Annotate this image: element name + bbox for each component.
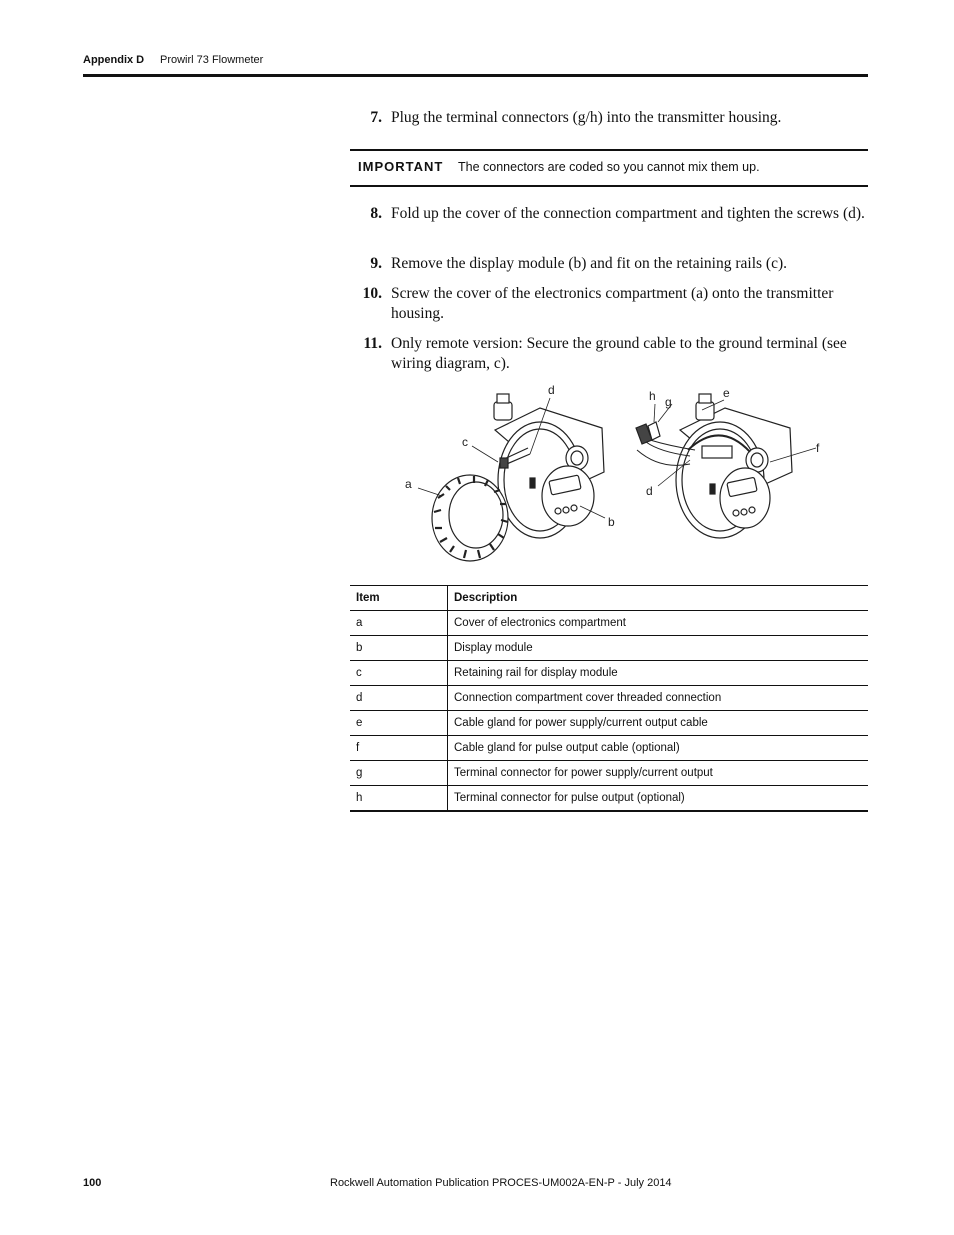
table-row <box>350 711 868 736</box>
label-e: e <box>723 386 730 400</box>
table-row <box>350 786 868 812</box>
header-rule <box>83 74 868 77</box>
table-header-row <box>350 586 868 611</box>
important-text: The connectors are coded so you cannot mix them up. <box>458 160 760 174</box>
item-description-table <box>350 585 868 812</box>
label-g: g <box>665 395 672 409</box>
transmitter-illustration <box>390 380 830 570</box>
publication-info: Rockwell Automation Publication PROCES-UM002A-EN-P - July 2014 <box>330 1177 672 1189</box>
item-cell: h <box>350 786 448 812</box>
header-title: Prowirl 73 Flowmeter <box>160 54 264 66</box>
table-row <box>350 686 868 711</box>
important-label: IMPORTANT <box>358 159 444 174</box>
description-cell: Terminal connector for power supply/current output <box>448 761 869 786</box>
step-text: Plug the terminal connectors (g/h) into the transmitter housing. <box>391 109 782 126</box>
description-cell: Cable gland for power supply/current output cable <box>448 711 869 736</box>
description-cell: Display module <box>448 636 869 661</box>
step-number: 11. <box>363 335 382 352</box>
item-cell: f <box>350 736 448 761</box>
label-a: a <box>405 477 412 491</box>
step-number: 7. <box>370 109 382 126</box>
table-row <box>350 611 868 636</box>
right-display-module <box>720 468 770 528</box>
label-d-right: d <box>646 484 653 498</box>
step-number: 9. <box>370 255 382 272</box>
step-number: 8. <box>370 205 382 222</box>
table-row <box>350 736 868 761</box>
step-text: Fold up the cover of the connection compartment and tighten the screws (d). <box>391 205 865 222</box>
item-cell: a <box>350 611 448 636</box>
left-display-module <box>542 466 594 526</box>
item-cell: d <box>350 686 448 711</box>
item-cell: c <box>350 661 448 686</box>
label-b: b <box>608 515 615 529</box>
table-row <box>350 661 868 686</box>
description-cell: Cover of electronics compartment <box>448 611 869 636</box>
step-text: Screw the cover of the electronics compartment (a) onto the transmitter housing. <box>391 285 834 322</box>
table-row <box>350 636 868 661</box>
label-d-left: d <box>548 383 555 397</box>
step-text: Remove the display module (b) and fit on the retaining rails (c). <box>391 255 787 272</box>
description-cell: Terminal connector for pulse output (optional) <box>448 786 869 812</box>
description-cell: Cable gland for pulse output cable (optional) <box>448 736 869 761</box>
left-cover-electronics <box>432 475 508 561</box>
item-cell: b <box>350 636 448 661</box>
column-header-description: Description <box>448 586 869 611</box>
column-header-item: Item <box>350 586 448 611</box>
label-c: c <box>462 435 468 449</box>
header-appendix: Appendix D <box>83 54 145 66</box>
description-cell: Retaining rail for display module <box>448 661 869 686</box>
item-cell: e <box>350 711 448 736</box>
description-cell: Connection compartment cover threaded connection <box>448 686 869 711</box>
table-row <box>350 761 868 786</box>
label-h: h <box>649 389 656 403</box>
page-header <box>83 52 868 76</box>
important-note <box>350 149 868 187</box>
page-number: 100 <box>83 1177 102 1189</box>
step-number: 10. <box>362 285 382 302</box>
label-f: f <box>816 441 820 455</box>
step-text: Only remote version: Secure the ground cable to the ground terminal (see wiring diagram, c). <box>391 335 847 372</box>
item-cell: g <box>350 761 448 786</box>
